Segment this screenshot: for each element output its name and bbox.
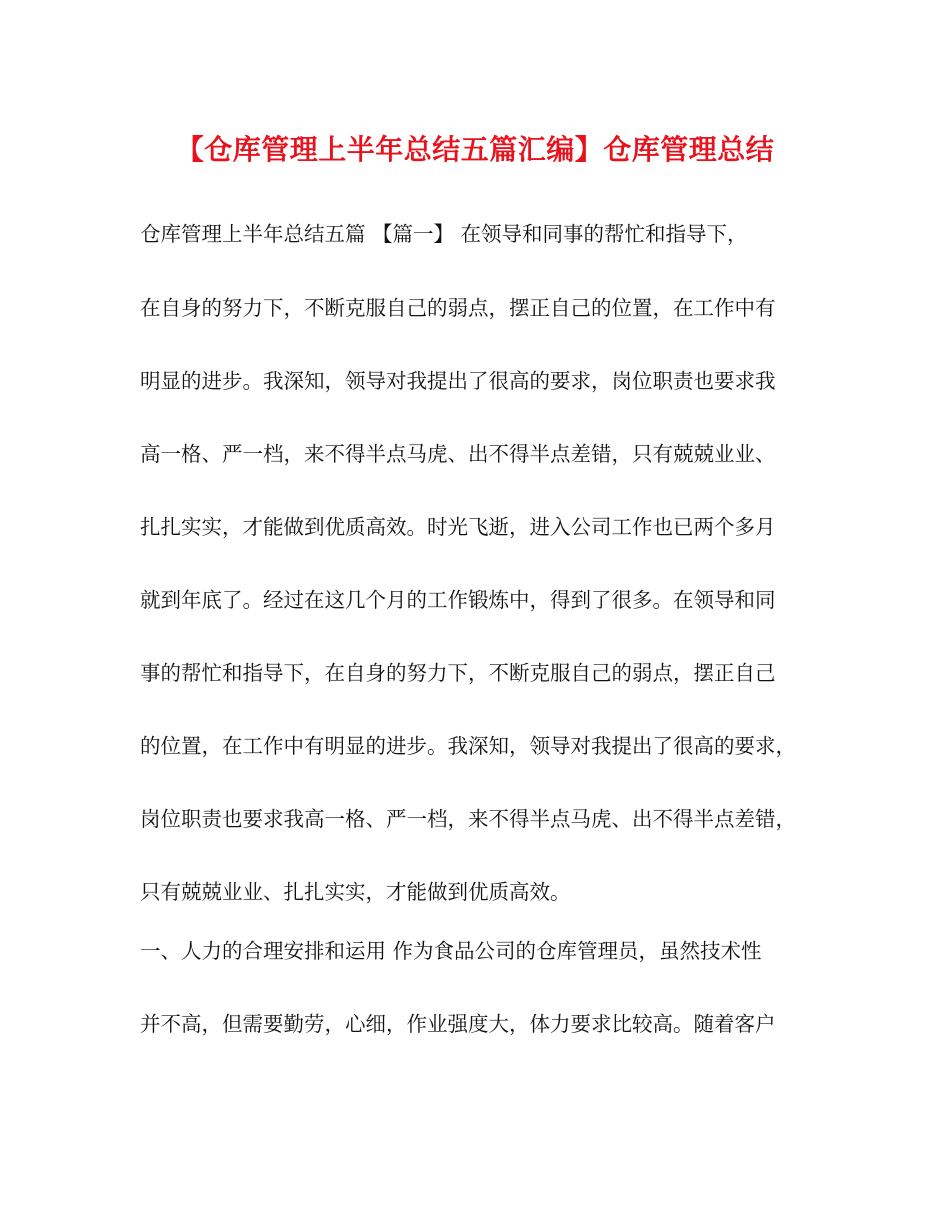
- body-line-2: 在自身的努力下，不断克服自己的弱点，摆正自己的位置，在工作中有: [140, 296, 776, 320]
- body-line-9: 岗位职责也要求我高一格、严一档，来不得半点马虎、出不得半点差错，: [140, 807, 796, 831]
- body-line-6: 就到年底了。经过在这几个月的工作锻炼中，得到了很多。在领导和同: [140, 588, 776, 612]
- section-heading-line: 一、人力的合理安排和运用 作为食品公司的仓库管理员，虽然技术性: [140, 939, 762, 963]
- body-line-1: 仓库管理上半年总结五篇 【篇一】 在领导和同事的帮忙和指导下，: [140, 222, 748, 246]
- body-line-4: 高一格、严一档，来不得半点马虎、出不得半点差错，只有兢兢业业、: [140, 442, 776, 466]
- body-line-12: 并不高，但需要勤劳，心细，作业强度大，体力要求比较高。随着客户: [140, 1012, 776, 1036]
- document-title: 【仓库管理上半年总结五篇汇编】仓库管理总结: [175, 133, 775, 166]
- body-line-3: 明显的进步。我深知，领导对我提出了很高的要求，岗位职责也要求我: [140, 369, 776, 393]
- body-line-10: 只有兢兢业业、扎扎实实，才能做到优质高效。: [140, 880, 571, 904]
- body-line-5: 扎扎实实，才能做到优质高效。时光飞逝，进入公司工作也已两个多月: [140, 515, 776, 539]
- body-line-8: 的位置，在工作中有明显的进步。我深知，领导对我提出了很高的要求，: [140, 734, 796, 758]
- body-line-7: 事的帮忙和指导下，在自身的努力下，不断克服自己的弱点，摆正自己: [140, 661, 776, 685]
